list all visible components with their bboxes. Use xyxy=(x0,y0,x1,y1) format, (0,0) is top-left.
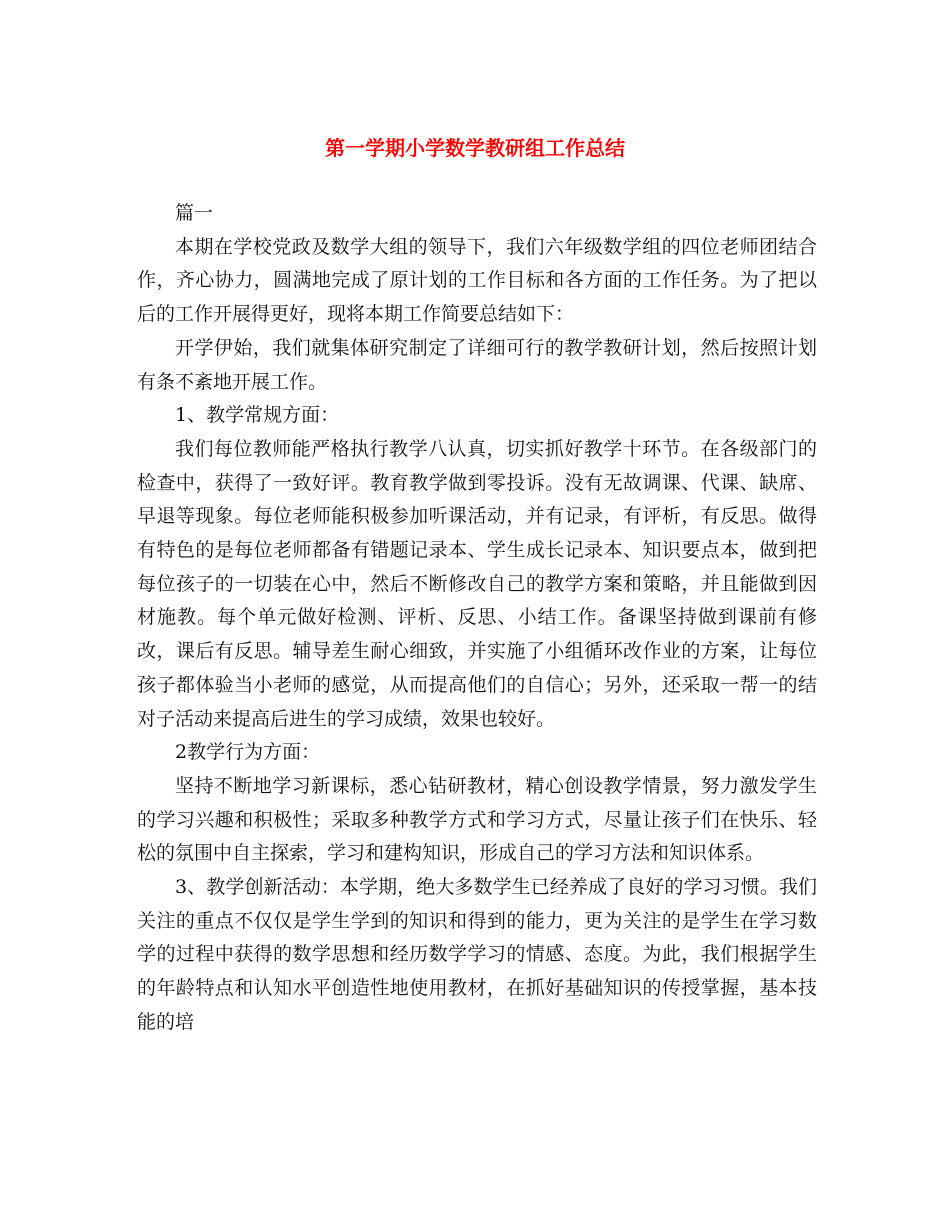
body-paragraph: 本期在学校党政及数学大组的领导下，我们六年级数学组的四位老师团结合作，齐心协力，圆满地完成了原计划的工作目标和各方面的工作任务。为了把以后的工作开展得更好，现将本期工作简要总结如下： xyxy=(137,235,817,326)
body-paragraph: 坚持不断地学习新课标，悉心钻研教材，精心创设教学情景，努力激发学生的学习兴趣和积极性；采取多种教学方式和学习方式，尽量让孩子们在快乐、轻松的氛围中自主探索，学习和建构知识，形成自己的学习方法和知识体系。 xyxy=(137,774,817,865)
subsection-heading: 1、教学常规方面： xyxy=(175,404,340,427)
document-title: 第一学期小学数学教研组工作总结 xyxy=(325,136,625,160)
body-paragraph: 我们每位教师能严格执行教学八认真，切实抓好教学十环节。在各级部门的检查中，获得了一致好评。教育教学做到零投诉。没有无故调课、代课、缺席、早退等现象。每位老师能积极参加听课活动，并有记录，有评析，有反思。做得有特色的是每位老师都备有错题记录本、学生成长记录本、知识要点本，做到把每位孩子的一切装在心中，然后不断修改自己的教学方案和策略，并且能做到因材施教。每个单元做好检测、评析、反思、小结工作。备课坚持做到课前有修改，课后有反思。辅导差生耐心细致，并实施了小组循环改作业的方案，让每位孩子都体验当小老师的感觉，从而提高他们的自信心；另外，还采取一帮一的结对子活动来提高后进生的学习成绩，效果也较好。 xyxy=(137,437,817,730)
body-paragraph: 3、教学创新活动：本学期，绝大多数学生已经养成了良好的学习习惯。我们关注的重点不仅仅是学生学到的知识和得到的能力，更为关注的是学生在学习数学的过程中获得的数学思想和经历数学学习的情感、态度。为此，我们根据学生的年龄特点和认知水平创造性地使用教材，在抓好基础知识的传授掌握，基本技能的培 xyxy=(137,876,817,1033)
subsection-heading: 2教学行为方面： xyxy=(175,741,321,764)
body-paragraph: 开学伊始，我们就集体研究制定了详细可行的教学教研计划，然后按照计划有条不紊地开展工作。 xyxy=(137,336,817,393)
document-body xyxy=(137,197,817,1040)
section-heading: 篇一 xyxy=(175,202,214,224)
